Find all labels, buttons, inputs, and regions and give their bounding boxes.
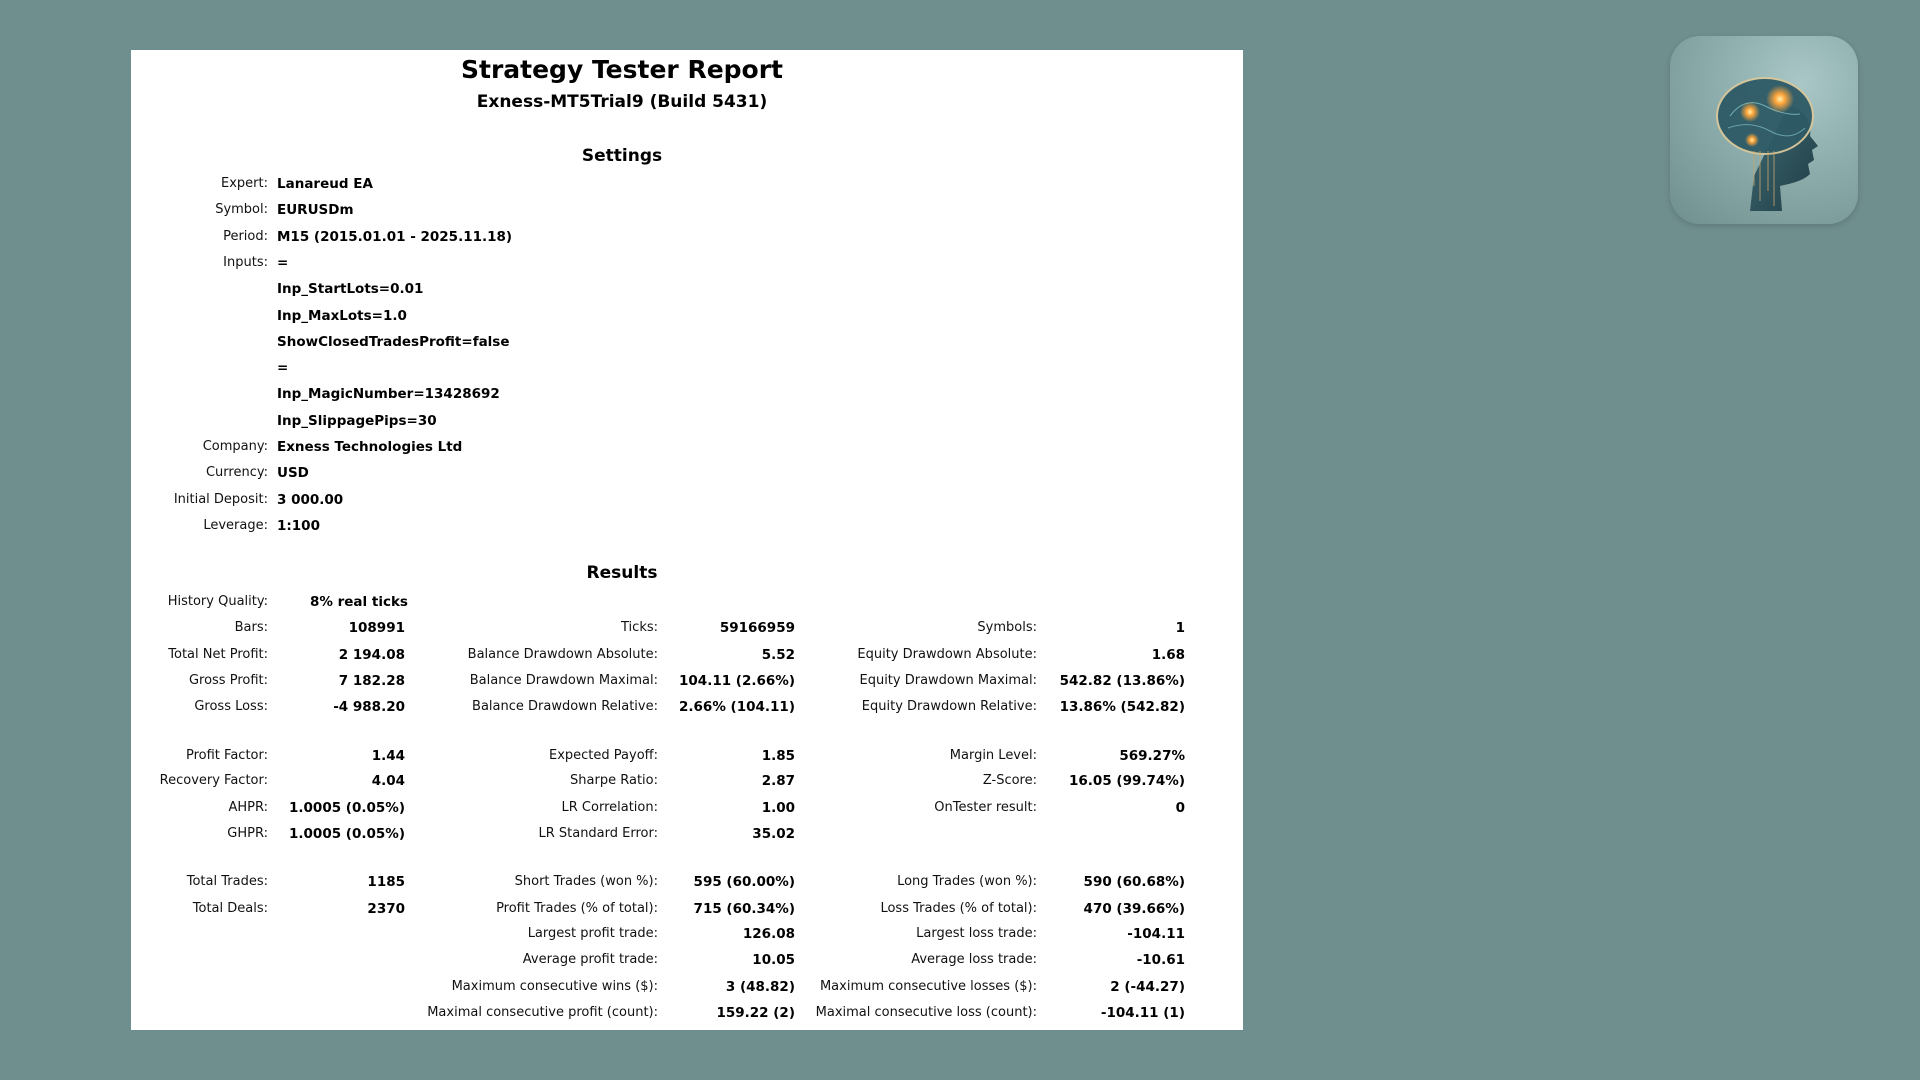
result-label: Gross Profit: — [188, 673, 268, 688]
result-label: Equity Drawdown Absolute: — [857, 647, 1037, 662]
results-row-col3 — [131, 696, 1243, 718]
results-row-col2 — [131, 823, 1243, 845]
result-label: Z-Score: — [982, 773, 1037, 788]
result-label: Gross Loss: — [194, 699, 268, 714]
result-label: Equity Drawdown Relative: — [861, 699, 1037, 714]
settings-value: USD — [277, 465, 309, 482]
result-value: -10.61 — [1136, 952, 1185, 968]
results-row-col3 — [131, 1002, 1243, 1024]
result-label: Total Trades: — [186, 874, 268, 889]
settings-row — [131, 331, 1243, 353]
report-title: Strategy Tester Report — [460, 55, 784, 84]
result-label: Total Deals: — [192, 901, 268, 916]
result-value: 1185 — [367, 874, 405, 890]
result-label: Symbols: — [977, 620, 1037, 635]
settings-label: Inputs: — [223, 254, 268, 270]
settings-value: Inp_SlippagePips=30 — [277, 412, 437, 429]
logo-graphic — [1670, 36, 1858, 224]
settings-row — [131, 489, 1243, 511]
settings-value: = — [277, 254, 289, 271]
settings-heading: Settings — [581, 146, 663, 166]
settings-value: ShowClosedTradesProfit=false — [277, 333, 510, 350]
result-value: 59166959 — [719, 620, 795, 636]
result-label: Profit Trades (% of total): — [496, 901, 658, 916]
result-value: 3 (48.82) — [725, 979, 795, 995]
results-row-col3 — [131, 871, 1243, 893]
result-label: Sharpe Ratio: — [570, 773, 658, 788]
result-value: 35.02 — [752, 826, 795, 842]
result-value: 104.11 (2.66%) — [679, 673, 795, 689]
result-value: 13.86% (542.82) — [1059, 699, 1185, 715]
result-label: Loss Trades (% of total): — [880, 901, 1037, 916]
result-label: Equity Drawdown Maximal: — [859, 673, 1037, 688]
settings-value: M15 (2015.01.01 - 2025.11.18) — [277, 228, 513, 245]
result-value: 0 — [1175, 800, 1185, 816]
settings-row — [131, 252, 1243, 274]
result-label: Maximal consecutive loss (count): — [815, 1005, 1037, 1020]
result-value: 7 182.28 — [338, 673, 405, 689]
settings-value: Exness Technologies Ltd — [277, 439, 463, 455]
result-value: 2 194.08 — [338, 647, 405, 663]
result-value: 715 (60.34%) — [693, 901, 795, 917]
result-value: 1.44 — [371, 748, 405, 764]
history-quality-value: 8% real ticks — [310, 594, 408, 610]
result-value: -4 988.20 — [333, 699, 405, 715]
result-value: 1.85 — [761, 748, 795, 764]
results-row-col3 — [131, 976, 1243, 998]
result-label: Ticks: — [621, 620, 658, 635]
result-value: 16.05 (99.74%) — [1069, 773, 1185, 789]
settings-row — [131, 357, 1243, 379]
settings-value: Inp_StartLots=0.01 — [277, 281, 424, 298]
settings-value: 3 000.00 — [277, 491, 344, 508]
result-value: 569.27% — [1119, 748, 1185, 764]
result-label: Balance Drawdown Maximal: — [469, 673, 658, 688]
settings-label: Initial Deposit: — [173, 491, 268, 507]
results-heading: Results — [586, 563, 658, 583]
settings-value: Inp_MaxLots=1.0 — [277, 307, 407, 324]
settings-label: Symbol: — [215, 202, 268, 218]
results-row-col3 — [131, 949, 1243, 971]
result-label: Short Trades (won %): — [514, 874, 658, 889]
report-subtitle: Exness-MT5Trial9 (Build 5431) — [476, 92, 768, 112]
result-label: Bars: — [234, 620, 268, 635]
result-value: 470 (39.66%) — [1083, 901, 1185, 917]
result-value: 1.00 — [761, 800, 795, 816]
result-value: 2 (-44.27) — [1110, 979, 1185, 995]
settings-value: Lanareud EA — [277, 176, 373, 192]
result-value: 5.52 — [761, 647, 795, 663]
result-label: Balance Drawdown Relative: — [472, 699, 658, 714]
result-value: 2.66% (104.11) — [679, 699, 795, 715]
results-row-col3 — [131, 617, 1243, 639]
result-value: 159.22 (2) — [716, 1005, 795, 1021]
result-label: Expected Payoff: — [549, 748, 658, 763]
settings-row — [131, 515, 1243, 537]
result-value: 4.04 — [371, 773, 405, 789]
result-label: Long Trades (won %): — [897, 874, 1037, 889]
result-value: 10.05 — [752, 952, 795, 968]
result-label: Largest loss trade: — [916, 926, 1037, 941]
results-row-col3 — [131, 770, 1243, 792]
result-label: Average profit trade: — [522, 952, 658, 967]
settings-label: Leverage: — [203, 517, 268, 533]
settings-value: = — [277, 360, 289, 377]
result-label: AHPR: — [228, 800, 268, 815]
settings-row — [131, 410, 1243, 432]
result-label: Maximum consecutive losses ($): — [819, 979, 1037, 994]
result-value: 126.08 — [742, 926, 795, 942]
result-label: LR Standard Error: — [538, 826, 658, 841]
settings-row — [131, 462, 1243, 484]
result-label: OnTester result: — [934, 800, 1037, 815]
result-value: 1.0005 (0.05%) — [289, 800, 405, 816]
results-row-col3 — [131, 745, 1243, 767]
results-row-col3 — [131, 644, 1243, 666]
settings-row — [131, 436, 1243, 458]
history-quality-label: History Quality: — [167, 594, 268, 609]
result-label: Maximal consecutive profit (count): — [427, 1005, 658, 1020]
results-row-col3 — [131, 670, 1243, 692]
settings-row — [131, 226, 1243, 248]
settings-row — [131, 199, 1243, 221]
settings-label: Expert: — [221, 176, 268, 191]
result-label: Largest profit trade: — [527, 926, 658, 941]
result-label: Balance Drawdown Absolute: — [467, 647, 658, 662]
report-panel — [131, 50, 1243, 1030]
result-value: 2370 — [367, 901, 405, 917]
settings-row — [131, 305, 1243, 327]
result-label: LR Correlation: — [561, 800, 658, 815]
settings-row — [131, 383, 1243, 405]
settings-row — [131, 173, 1243, 195]
result-label: Profit Factor: — [186, 748, 268, 763]
result-value: 1 — [1175, 620, 1185, 636]
result-label: Maximum consecutive wins ($): — [451, 979, 658, 994]
result-label: Recovery Factor: — [159, 773, 268, 788]
result-label: Average loss trade: — [911, 952, 1037, 967]
result-label: Total Net Profit: — [168, 647, 268, 662]
history-quality-row — [131, 591, 1243, 613]
result-value: 1.0005 (0.05%) — [289, 826, 405, 842]
result-value: 595 (60.00%) — [693, 874, 795, 890]
result-value: 590 (60.68%) — [1083, 874, 1185, 890]
settings-label: Currency: — [205, 465, 268, 481]
settings-value: 1:100 — [277, 517, 320, 534]
settings-row — [131, 278, 1243, 300]
settings-label: Period: — [223, 228, 268, 244]
settings-label: Company: — [202, 439, 268, 454]
result-label: GHPR: — [227, 826, 268, 841]
settings-value: Inp_MagicNumber=13428692 — [277, 386, 500, 403]
result-value: 1.68 — [1151, 647, 1185, 663]
result-value: 2.87 — [761, 773, 795, 789]
results-row-col3 — [131, 797, 1243, 819]
result-value: 108991 — [348, 620, 405, 636]
result-value: 542.82 (13.86%) — [1059, 673, 1185, 689]
results-row-col3 — [131, 923, 1243, 945]
results-row-col3 — [131, 898, 1243, 920]
result-value: -104.11 — [1127, 926, 1185, 942]
settings-value: EURUSDm — [277, 202, 354, 219]
result-label: Margin Level: — [949, 748, 1037, 763]
result-value: -104.11 (1) — [1100, 1005, 1185, 1021]
ai-brain-head-icon — [1670, 36, 1858, 224]
